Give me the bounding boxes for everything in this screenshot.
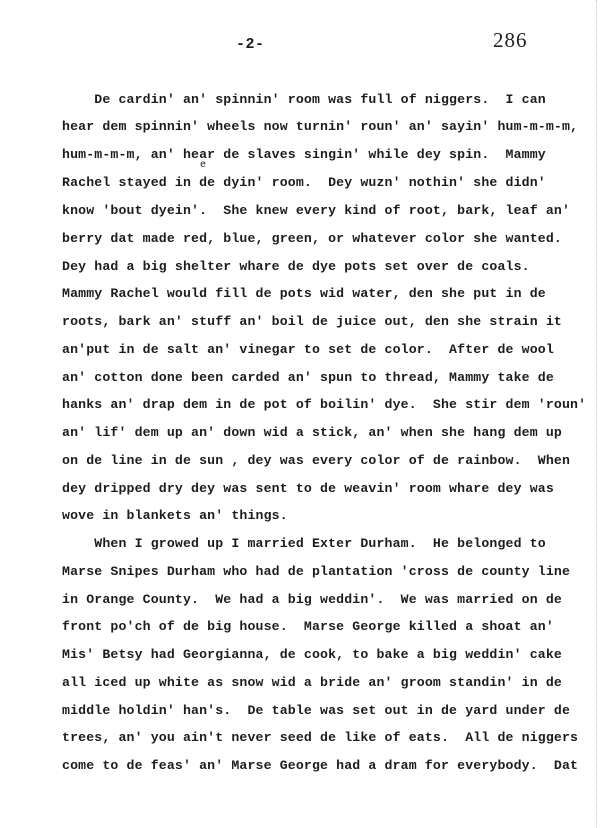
text-line: middle holdin' han's. De table was set out in de yard under de — [62, 703, 571, 718]
text-line: wove in blankets an' things. — [62, 508, 288, 523]
text-line: De cardin' an' spinnin' room was full of niggers. I can — [62, 92, 546, 107]
page-label: -2- — [236, 36, 265, 53]
text-line: an'put in de salt an' vinegar to set de color. After de wool — [62, 342, 554, 357]
text-line: When I growed up I married Exter Durham. He belonged to — [62, 536, 546, 551]
text-line: hear dem spinnin' wheels now turnin' roun' an' sayin' hum-m-m-m, — [62, 119, 579, 134]
text-line: Mammy Rachel would fill de pots wid water, den she put in de — [62, 286, 546, 301]
text-line: front po'ch of de big house. Marse George killed a shoat an' — [62, 619, 554, 634]
page-edge-divider — [596, 0, 599, 828]
text-line: Mis' Betsy had Georgianna, de cook, to bake a big weddin' cake — [62, 647, 562, 662]
text-line: an' lif' dem up an' down wid a stick, an' when she hang dem up — [62, 425, 562, 440]
text-line: come to de feas' an' Marse George had a dram for everybody. Dat — [62, 758, 579, 773]
text-line: Marse Snipes Durham who had de plantation 'cross de county line — [62, 564, 571, 579]
text-line: dey dripped dry dey was sent to de weavin' room whare dey was — [62, 481, 554, 496]
text-line: roots, bark an' stuff an' boil de juice out, den she strain it — [62, 314, 562, 329]
text-line: berry dat made red, blue, green, or whatever color she wanted. — [62, 231, 562, 246]
text-line: hum-m-m-m, an' hear de slaves singin' while dey spin. Mammy — [62, 147, 546, 162]
text-line: Dey had a big shelter whare de dye pots set over de coals. — [62, 259, 530, 274]
text-line: trees, an' you ain't never seed de like of eats. All de niggers — [62, 730, 579, 745]
text-line: in Orange County. We had a big weddin'. We was married on de — [62, 592, 562, 607]
text-line: Rachel stayed in de dyin' room. Dey wuzn' nothin' she didn' — [62, 175, 546, 190]
page-number: 286 — [493, 28, 528, 52]
handwritten-insertion: e — [200, 160, 207, 171]
text-line: hanks an' drap dem in de pot of boilin' dye. She stir dem 'roun' — [62, 397, 587, 412]
text-line: on de line in de sun , dey was every color of de rainbow. When — [62, 453, 571, 468]
text-line: all iced up white as snow wid a bride an' groom standin' in de — [62, 675, 562, 690]
text-line: know 'bout dyein'. She knew every kind of root, bark, leaf an' — [62, 203, 571, 218]
text-line: an' cotton done been carded an' spun to thread, Mammy take de — [62, 370, 554, 385]
